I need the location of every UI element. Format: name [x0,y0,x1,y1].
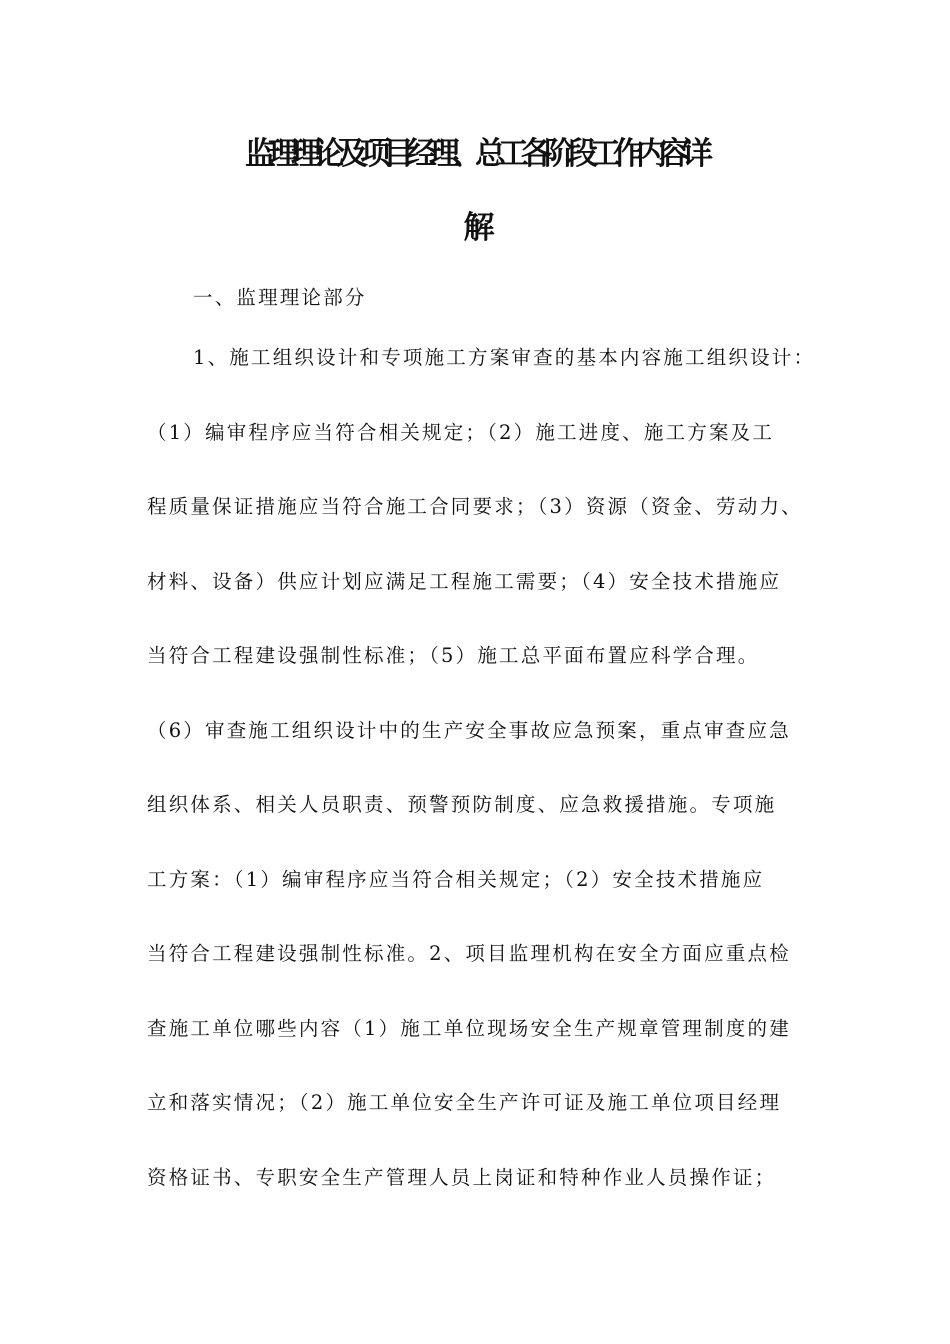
paragraph-line: （1）编审程序应当符合相关规定；（2）施工进度、施工方案及工 [147,421,775,444]
paragraph-line: 当符合工程建设强制性标准；（5）施工总平面布置应科学合理。 [147,644,760,667]
section-heading: 一、监理理论部分 [193,286,367,309]
paragraph-line: 组织体系、相关人员职责、预警预防制度、应急救援措施。专项施 [147,793,777,816]
paragraph-line: （6）审查施工组织设计中的生产安全事故应急预案，重点审查应急 [147,719,791,742]
document-title-line-1: 监理理论及项目经理、总工各阶段工作内容详 [245,136,705,172]
paragraph-line: 当符合工程建设强制性标准。2、项目监理机构在安全方面应重点检 [147,942,791,965]
paragraph-line: 程质量保证措施应当符合施工合同要求；（3）资源（资金、劳动力、 [147,495,803,518]
paragraph-line: 1、施工组织设计和专项施工方案审查的基本内容施工组织设计： [193,346,816,369]
paragraph-line: 立和落实情况；（2）施工单位安全生产许可证及施工单位项目经理 [147,1091,782,1114]
paragraph-line: 材料、设备）供应计划应满足工程施工需要；（4）安全技术措施应 [147,570,782,593]
document-title-line-2: 解 [463,210,487,246]
paragraph-line: 资格证书、专职安全生产管理人员上岗证和特种作业人员操作证； [147,1166,777,1189]
paragraph-line: 工方案：（1）编审程序应当符合相关规定；（2）安全技术措施应 [147,868,765,891]
paragraph-line: 查施工单位哪些内容（1）施工单位现场安全生产规章管理制度的建 [147,1017,791,1040]
